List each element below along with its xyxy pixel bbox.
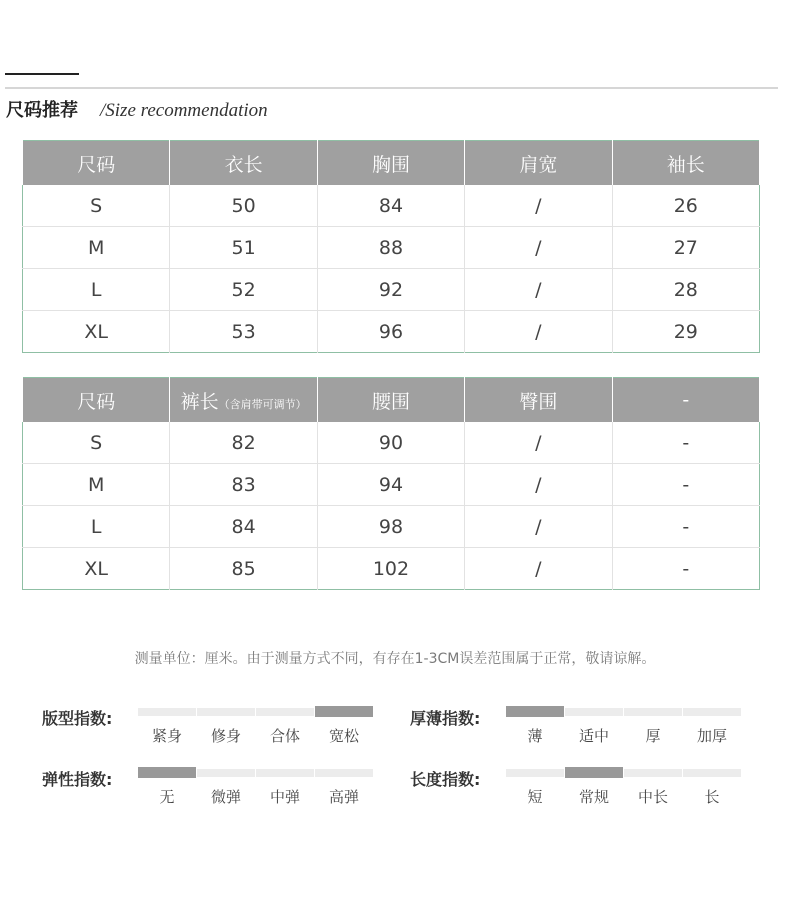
index-option (315, 706, 373, 746)
index-option-label: 长 (704, 788, 720, 806)
cell-value: / (465, 464, 612, 506)
index-option (683, 706, 741, 746)
table-row (23, 506, 760, 548)
index-option-label: 微弹 (210, 788, 241, 806)
index-option-label: 无 (159, 788, 175, 806)
index-option (565, 706, 623, 746)
cell-size: XL (23, 548, 170, 590)
table-row (23, 185, 760, 227)
index-option (197, 767, 255, 807)
index-option (624, 706, 682, 746)
measurement-note: 测量单位：厘米。由于测量方式不同，有存在1-3CM误差范围属于正常，敬请谅解。 (134, 651, 656, 667)
index-bar (506, 706, 564, 717)
header-size: 尺码 (23, 141, 170, 186)
table-row (23, 227, 760, 269)
index-option (197, 706, 255, 746)
title-underline-accent (5, 73, 79, 75)
header-waist: 腰围 (317, 378, 464, 423)
index-option-label: 紧身 (151, 727, 182, 745)
cell-value: - (612, 506, 759, 548)
index-option-label: 修身 (210, 727, 241, 745)
index-bar (197, 708, 255, 716)
heading-chinese: 尺码推荐 (6, 100, 78, 121)
cell-value: / (465, 185, 612, 227)
index-option (256, 706, 314, 746)
index-bar (624, 769, 682, 777)
heading-english: /Size recommendation (100, 100, 268, 121)
cell-size: S (90, 194, 103, 217)
header-length: 衣长 (170, 141, 317, 186)
cell-value: 84 (317, 185, 464, 227)
index-label: 厚薄指数: (410, 709, 481, 728)
index-option-label: 中长 (637, 788, 668, 806)
cell-value: 84 (170, 506, 317, 548)
header-pants-length (170, 378, 317, 423)
index-bar (565, 767, 623, 778)
index-option (565, 767, 623, 807)
index-bar (683, 708, 741, 716)
index-scale (138, 767, 374, 807)
cell-value: 85 (170, 548, 317, 590)
cell-size: L (23, 269, 170, 311)
index-bar (624, 708, 682, 716)
section-heading (6, 96, 268, 122)
index-label: 长度指数: (410, 770, 481, 789)
index-option (506, 706, 564, 746)
index-bar (256, 769, 314, 777)
index-option-label: 厚 (645, 727, 661, 745)
index-bar (138, 708, 196, 716)
index-scale (138, 706, 374, 746)
index-fit (42, 706, 374, 746)
index-thickness (410, 706, 742, 746)
index-option-label: 宽松 (328, 727, 359, 745)
index-bar (315, 769, 373, 777)
cell-value: 51 (170, 227, 317, 269)
cell-value: / (465, 422, 612, 464)
header-size: 尺码 (23, 378, 170, 423)
index-scale (506, 706, 742, 746)
index-option-label: 常规 (578, 788, 609, 806)
header-sleeve: 袖长 (612, 141, 759, 186)
cell-value: 90 (317, 422, 464, 464)
table-row (23, 548, 760, 590)
cell-value: 29 (612, 311, 759, 353)
cell-value: 83 (170, 464, 317, 506)
header-pants-length-note: （含肩带可调节） (218, 397, 307, 411)
header-hip: 臀围 (465, 378, 612, 423)
cell-value: 53 (170, 311, 317, 353)
index-option-label: 薄 (527, 727, 543, 745)
index-option-label: 合体 (269, 727, 300, 745)
index-bar (683, 769, 741, 777)
index-option (683, 767, 741, 807)
cell-value: - (612, 548, 759, 590)
index-bar (565, 708, 623, 716)
cell-value: / (465, 269, 612, 311)
index-option (256, 767, 314, 807)
table-row (23, 269, 760, 311)
cell-value: - (612, 464, 759, 506)
cell-value: 28 (612, 269, 759, 311)
cell-value: 88 (317, 227, 464, 269)
cell-value: 92 (317, 269, 464, 311)
table-row (23, 311, 760, 353)
table-row (23, 422, 760, 464)
cell-value: / (465, 506, 612, 548)
index-scale (506, 767, 742, 807)
header-chest: 胸围 (317, 141, 464, 186)
table-header-row (23, 141, 760, 186)
index-option (138, 767, 196, 807)
index-bar (138, 767, 196, 778)
cell-size: XL (23, 311, 170, 353)
index-bar (256, 708, 314, 716)
index-option (315, 767, 373, 807)
index-label: 版型指数: (42, 709, 113, 728)
cell-value: 98 (317, 506, 464, 548)
cell-value: 26 (612, 185, 759, 227)
index-option (506, 767, 564, 807)
header-pants-length-label: 裤长 (180, 390, 219, 413)
cell-size: S (90, 431, 103, 454)
size-table-bottom (22, 377, 760, 590)
size-table-top (22, 140, 760, 353)
cell-value: 102 (317, 548, 464, 590)
table-header-row (23, 378, 760, 423)
index-option (138, 706, 196, 746)
index-length (410, 767, 742, 807)
cell-value: 94 (317, 464, 464, 506)
index-option-label: 中弹 (269, 788, 300, 806)
cell-value: / (465, 311, 612, 353)
header-empty: - (612, 378, 759, 423)
index-bar (315, 706, 373, 717)
index-bar (197, 769, 255, 777)
index-option-label: 加厚 (696, 727, 727, 745)
index-option-label: 适中 (578, 727, 609, 745)
cell-value: 50 (170, 185, 317, 227)
cell-value: 52 (170, 269, 317, 311)
index-label: 弹性指数: (42, 770, 113, 789)
cell-size: M (23, 227, 170, 269)
index-option-label: 短 (527, 788, 543, 806)
index-option-label: 高弹 (328, 788, 359, 806)
index-elasticity (42, 767, 374, 807)
cell-value: 96 (317, 311, 464, 353)
index-option (624, 767, 682, 807)
cell-value: 27 (612, 227, 759, 269)
cell-value: 82 (170, 422, 317, 464)
table-row (23, 464, 760, 506)
title-divider (5, 87, 778, 89)
cell-value: / (465, 227, 612, 269)
cell-size: M (23, 464, 170, 506)
cell-size: L (23, 506, 170, 548)
header-shoulder: 肩宽 (465, 141, 612, 186)
index-bar (506, 769, 564, 777)
cell-value: - (612, 422, 759, 464)
cell-value: / (465, 548, 612, 590)
